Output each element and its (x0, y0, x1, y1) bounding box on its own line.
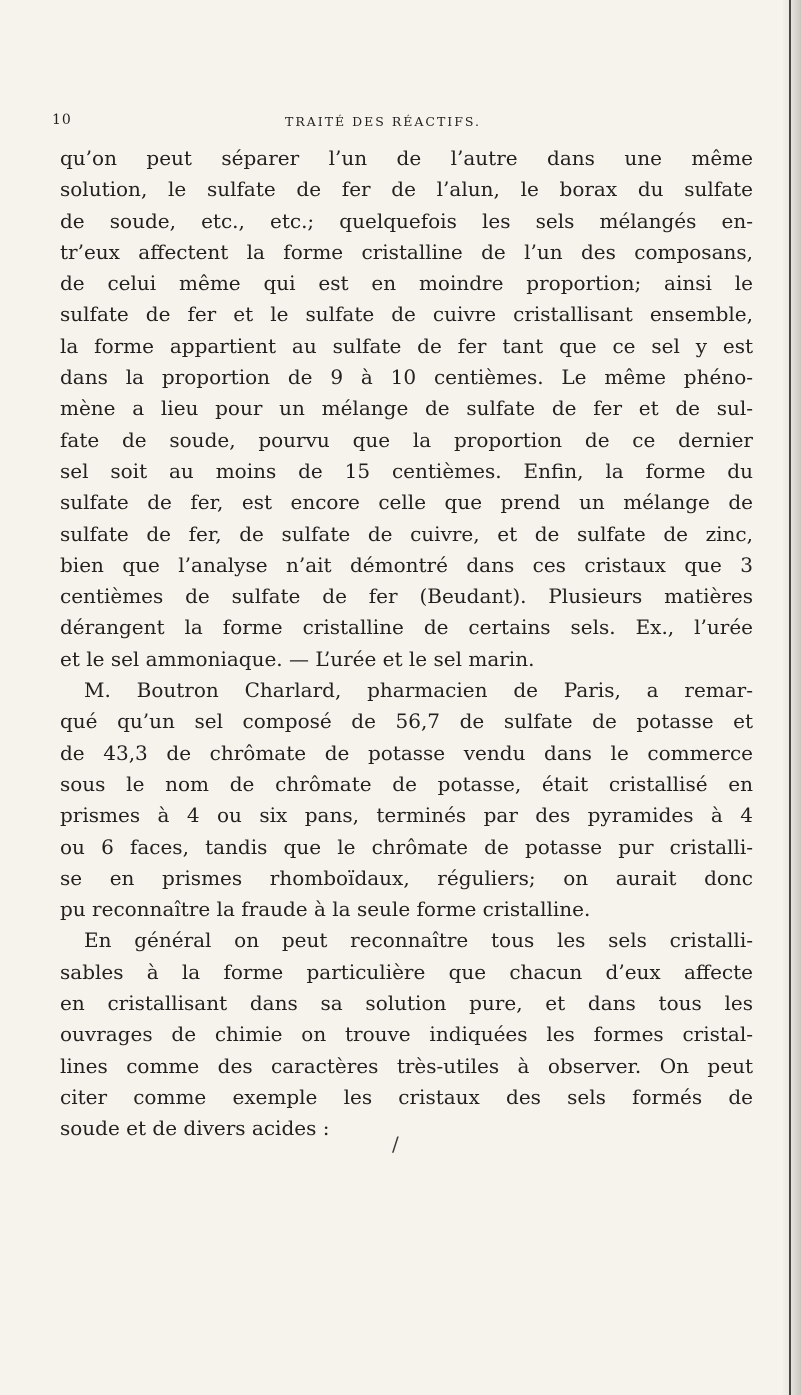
text-line: soude et de divers acides : (60, 1116, 330, 1141)
text-line: ou 6 faces, tandis que le chrômate de potasse pur cristalli- (60, 834, 753, 859)
text-line: sel soit au moins de 15 centièmes. Enfin, la forme du (60, 458, 753, 483)
text-line: sables à la forme particulière que chacun d’eux affecte (60, 959, 753, 984)
text-line: pu reconnaître la fraude à la seule forme cristalline. (60, 897, 591, 922)
text-line: citer comme exemple les cristaux des sels formés de (60, 1084, 753, 1109)
text-line: sous le nom de chrômate de potasse, était cristallisé en (60, 771, 753, 796)
page-number: 10 (52, 112, 72, 128)
text-line: mène a lieu pour un mélange de sulfate de fer et de sul- (60, 396, 753, 421)
text-line: prismes à 4 ou six pans, terminés par des pyramides à 4 (60, 803, 753, 828)
text-line: dans la proportion de 9 à 10 centièmes. Le même phéno- (60, 365, 753, 390)
stray-slash-mark: / (392, 1132, 399, 1156)
text-line: qu’on peut séparer l’un de l’autre dans une même (60, 146, 753, 170)
text-line: ouvrages de chimie on trouve indiquées les formes cristal- (60, 1022, 753, 1047)
text-line: fate de soude, pourvu que la proportion de ce dernier (60, 427, 753, 452)
text-line: sulfate de fer, de sulfate de cuivre, et de sulfate de zinc, (60, 521, 753, 546)
text-line: la forme appartient au sulfate de fer tant que ce sel y est (60, 333, 753, 358)
text-line: En général on peut reconnaître tous les sels cristalli- (84, 928, 753, 953)
running-header (52, 112, 742, 136)
text-line: et le sel ammoniaque. — L’urée et le sel marin. (60, 646, 535, 671)
text-line: bien que l’analyse n’ait démontré dans ces cristaux que 3 (60, 552, 753, 577)
text-line: dérangent la forme cristalline de certains sels. Ex., l’urée (60, 615, 753, 640)
text-line: sulfate de fer, est encore celle que prend un mélange de (60, 490, 753, 515)
text-line: tr’eux affectent la forme cristalline de l’un des composans, (60, 239, 753, 264)
text-line: de celui même qui est en moindre proportion; ainsi le (60, 271, 753, 296)
text-line: M. Boutron Charlard, pharmacien de Paris, a remar- (84, 678, 753, 703)
text-line: de soude, etc., etc.; quelquefois les sels mélangés en- (60, 208, 753, 233)
text-line: lines comme des caractères très-utiles à observer. On peut (60, 1053, 753, 1078)
text-line: de 43,3 de chrômate de potasse vendu dans le commerce (60, 740, 753, 765)
page-edge-shadow (783, 0, 801, 1395)
text-line: solution, le sulfate de fer de l’alun, le borax du sulfate (60, 177, 753, 202)
text-line: en cristallisant dans sa solution pure, et dans tous les (60, 991, 753, 1016)
text-line: sulfate de fer et le sulfate de cuivre cristallisant ensemble, (60, 302, 753, 327)
text-line: qué qu’un sel composé de 56,7 de sulfate de potasse et (60, 709, 753, 734)
running-title: TRAITÉ DES RÉACTIFS. (285, 114, 481, 129)
text-line: se en prismes rhomboïdaux, réguliers; on aurait donc (60, 865, 753, 890)
body-text (60, 143, 753, 1145)
text-line: centièmes de sulfate de fer (Beudant). Plusieurs matières (60, 584, 753, 609)
page-border-line (789, 0, 791, 1395)
